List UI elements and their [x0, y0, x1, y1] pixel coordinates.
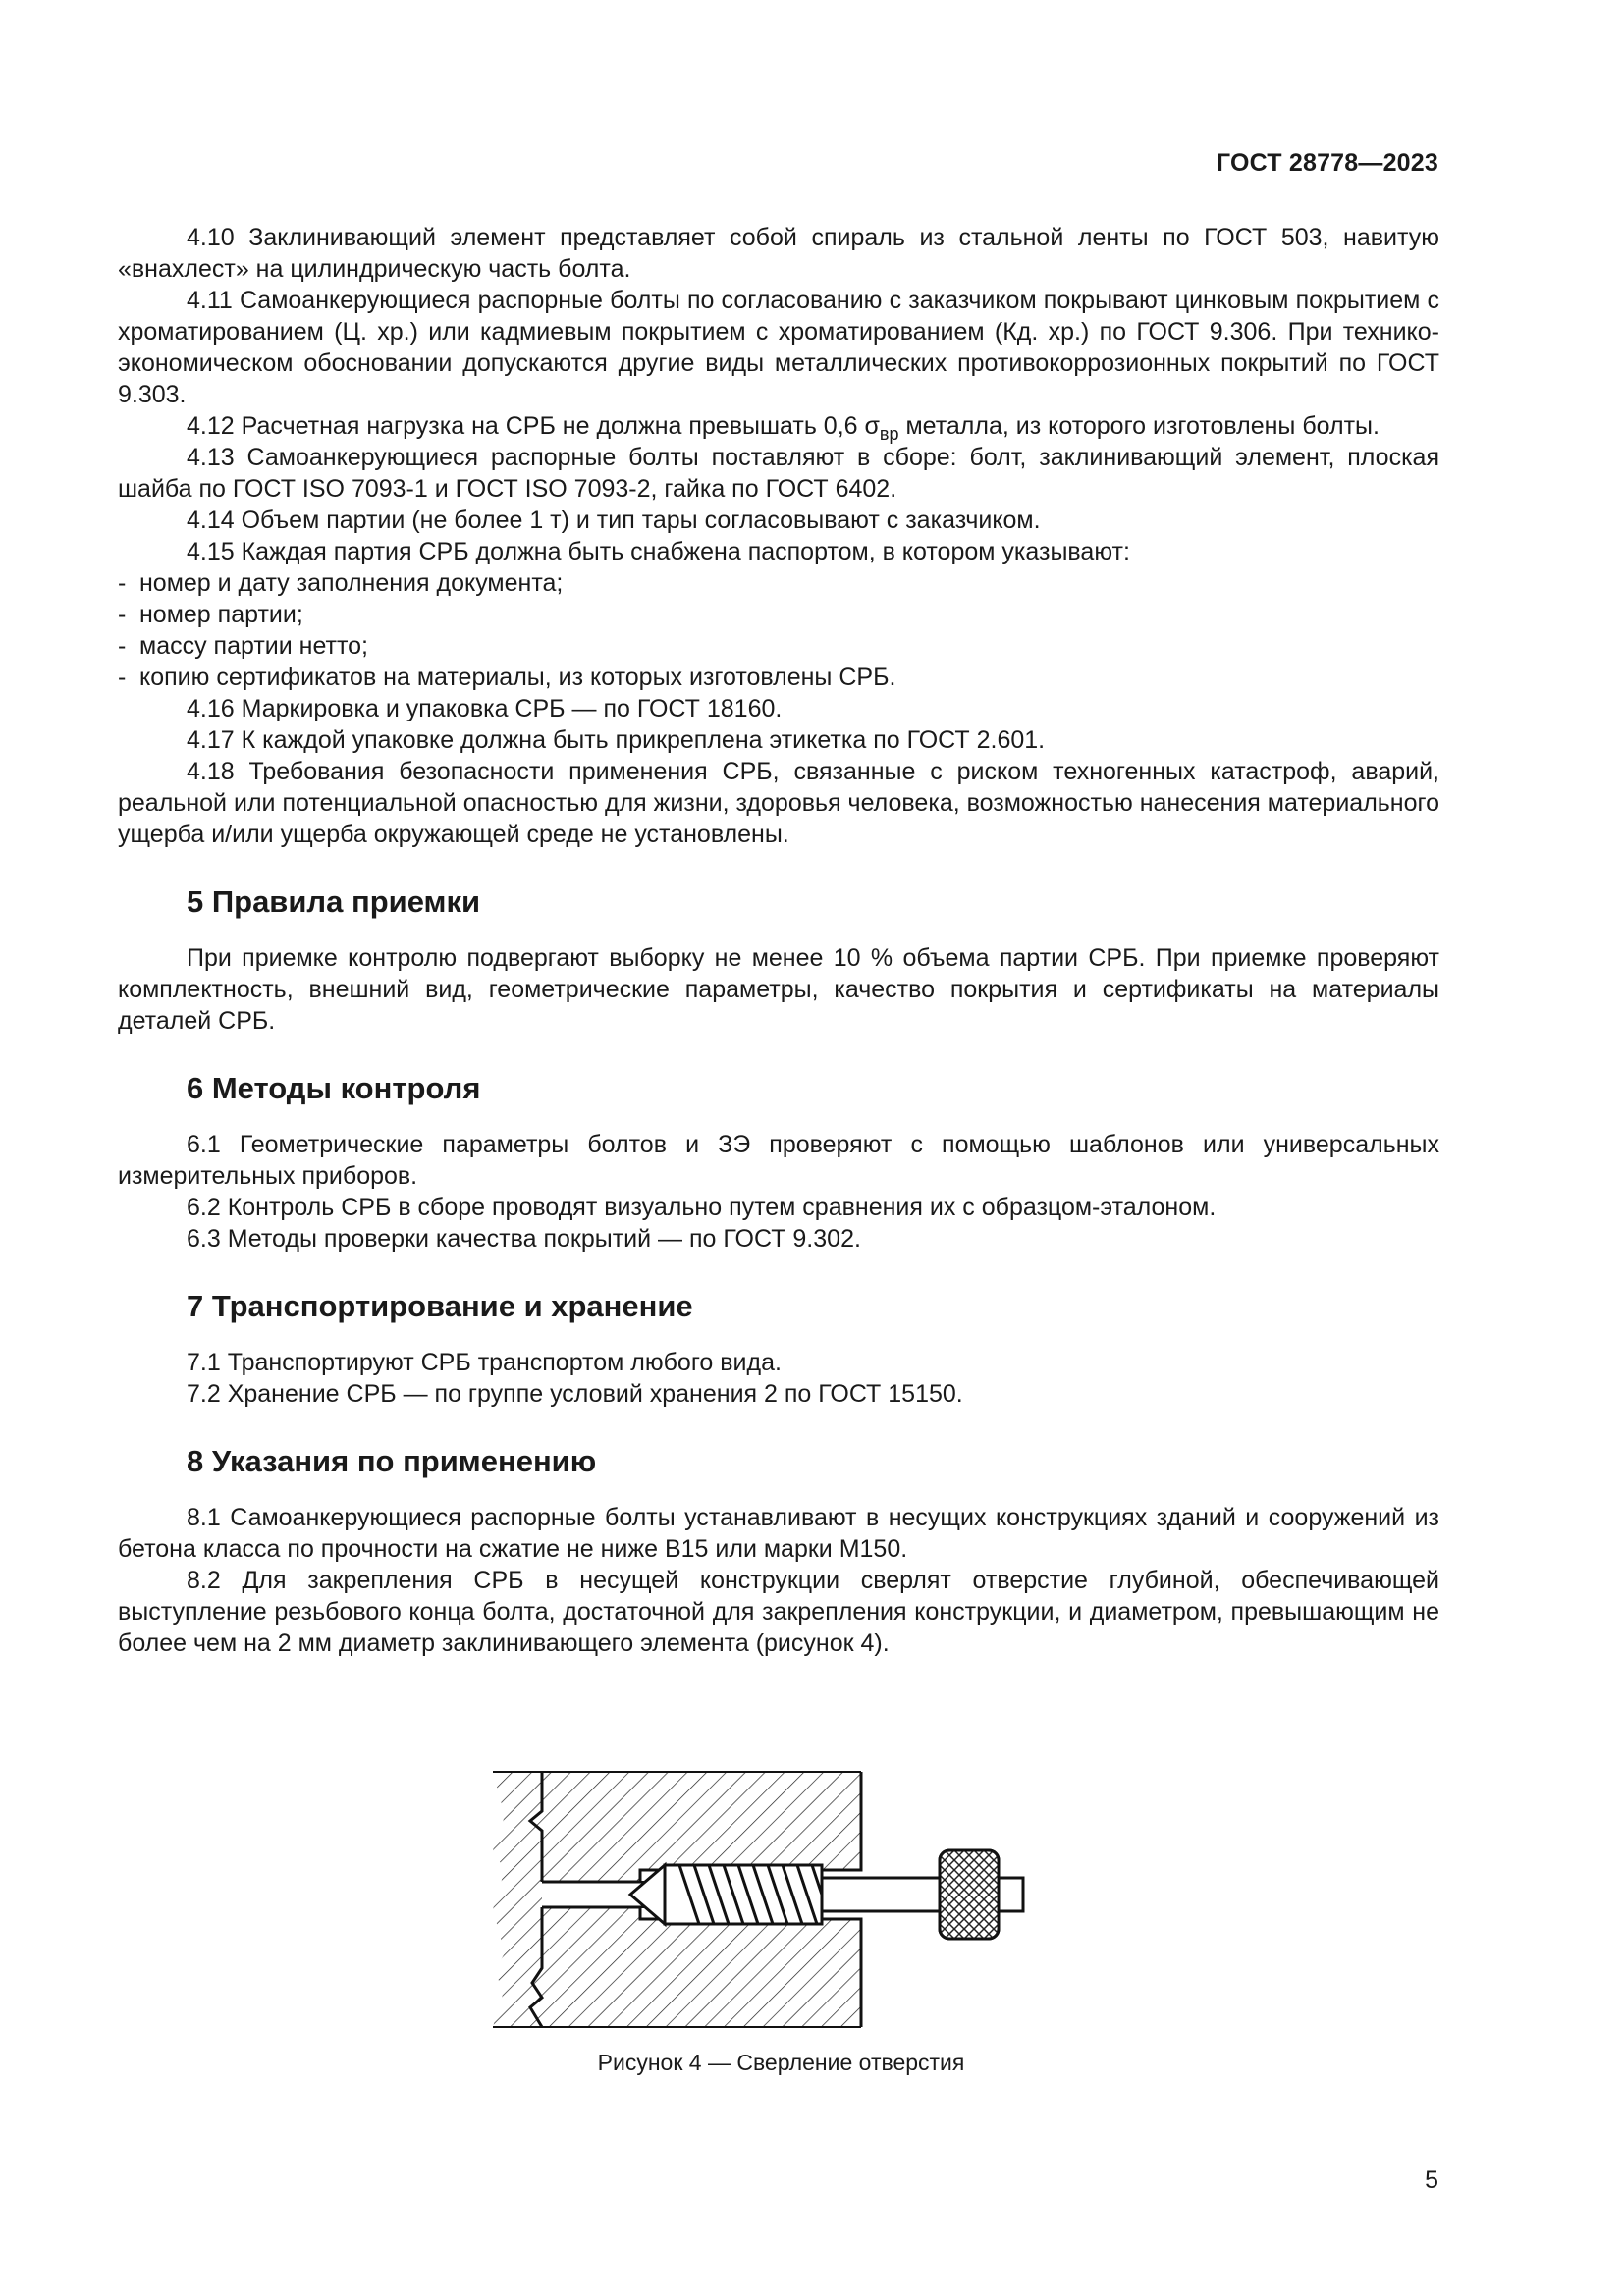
list-item-text: копию сертификатов на материалы, из которых изготовлены СРБ.: [139, 664, 896, 691]
list-item-text: номер партии;: [139, 601, 303, 628]
figure-caption: Рисунок 4 — Сверление отверстия: [597, 2050, 965, 2075]
list-marker: -: [118, 569, 127, 597]
paragraph-6-3: 6.3 Методы проверки качества покрытий — по ГОСТ 9.302.: [187, 1225, 861, 1253]
paragraph-4-16: 4.16 Маркировка и упаковка СРБ — по ГОСТ 18160.: [187, 695, 783, 722]
list-marker: -: [118, 632, 127, 660]
paragraph-8-1: 8.1 Самоанкерующиеся распорные болты устанавливают в несущих конструкциях зданий и сооружений из бетона класса по прочности на сжатие не ниже В15 или марки М150.: [118, 1504, 1439, 1563]
section-8-heading: 8 Указания по применению: [187, 1444, 597, 1478]
sigma-subscript: вр: [879, 424, 899, 444]
paragraph-4-12-start: 4.12 Расчетная нагрузка на СРБ не должна превышать 0,6 σ: [187, 412, 880, 440]
paragraph-4-18: 4.18 Требования безопасности применения СРБ, связанные с риском техногенных катастроф, аварий, реальной или потенциальной опасностью для жизни, здоровья человека, возможностью нанесения материального ущерба и/или ущерба окружающей среде не установлены.: [118, 758, 1439, 848]
document-body: [118, 222, 1439, 1659]
list-item-text: массу партии нетто;: [139, 632, 369, 660]
bolt-shank: [822, 1878, 940, 1911]
paragraph-4-14: 4.14 Объем партии (не более 1 т) и тип тары согласовывают с заказчиком.: [187, 507, 1041, 534]
knurled-nut: [940, 1850, 999, 1939]
paragraph-4-12-end: металла, из которого изготовлены болты.: [898, 412, 1380, 440]
paragraph-7-1: 7.1 Транспортируют СРБ транспортом любого вида.: [187, 1349, 782, 1376]
list-item: [118, 630, 1439, 662]
drilling-hole-figure: [483, 1762, 1072, 2037]
bolt-threaded-end: [999, 1878, 1023, 1911]
paragraph-4-15: 4.15 Каждая партия СРБ должна быть снабжена паспортом, в котором указывают:: [187, 538, 1130, 565]
section-7-heading: 7 Транспортирование и хранение: [187, 1289, 693, 1323]
paragraph-8-2: 8.2 Для закрепления СРБ в несущей конструкции сверлят отверстие глубиной, обеспечивающей выступление резьбового конца болта, достаточной для закрепления конструкции, и диаметром, превышающим не более чем на 2 мм диаметр заклинивающего элемента (рисунок 4).: [118, 1567, 1439, 1657]
paragraph-6-2: 6.2 Контроль СРБ в сборе проводят визуально путем сравнения их с образцом-эталоном.: [187, 1194, 1217, 1221]
paragraph-4-10: 4.10 Заклинивающий элемент представляет собой спираль из стальной ленты по ГОСТ 503, навитую «внахлест» на цилиндрическую часть болта.: [118, 224, 1439, 283]
paragraph-4-11: 4.11 Самоанкерующиеся распорные болты по согласованию с заказчиком покрывают цинковым покрытием с хроматированием (Ц. хр.) или кадмиевым покрытием с хроматированием (Кд. хр.) по ГОСТ 9.306. При технико-экономическом обосновании допускаются другие виды металлических противокоррозионных покрытий по ГОСТ 9.303.: [118, 287, 1439, 408]
section-5-text: При приемке контролю подвергают выборку не менее 10 % объема партии СРБ. При приемке проверяют комплектность, внешний вид, геометрические параметры, качество покрытия и сертификаты на материалы деталей СРБ.: [118, 944, 1439, 1035]
document-code: ГОСТ 28778—2023: [1216, 149, 1438, 177]
paragraph-4-13: 4.13 Самоанкерующиеся распорные болты поставляют в сборе: болт, заклинивающий элемент, плоская шайба по ГОСТ ISO 7093-1 и ГОСТ ISO 7093-2, гайка по ГОСТ 6402.: [118, 444, 1439, 503]
paragraph-6-1: 6.1 Геометрические параметры болтов и ЗЭ проверяют с помощью шаблонов или универсальных измерительных приборов.: [118, 1131, 1439, 1190]
list-item-text: номер и дату заполнения документа;: [139, 569, 564, 597]
page-number: 5: [1425, 2166, 1438, 2194]
paragraph-7-2: 7.2 Хранение СРБ — по группе условий хранения 2 по ГОСТ 15150.: [187, 1380, 963, 1408]
list-item: [118, 567, 1439, 599]
paragraph-4-12: [118, 410, 1439, 442]
list-marker: -: [118, 601, 127, 628]
section-6-heading: 6 Методы контроля: [187, 1071, 481, 1105]
list-item: [118, 599, 1439, 630]
list-marker: -: [118, 664, 127, 691]
paragraph-4-17: 4.17 К каждой упаковке должна быть прикреплена этикетка по ГОСТ 2.601.: [187, 726, 1046, 754]
section-5-heading: 5 Правила приемки: [187, 884, 481, 919]
list-item: [118, 662, 1439, 693]
